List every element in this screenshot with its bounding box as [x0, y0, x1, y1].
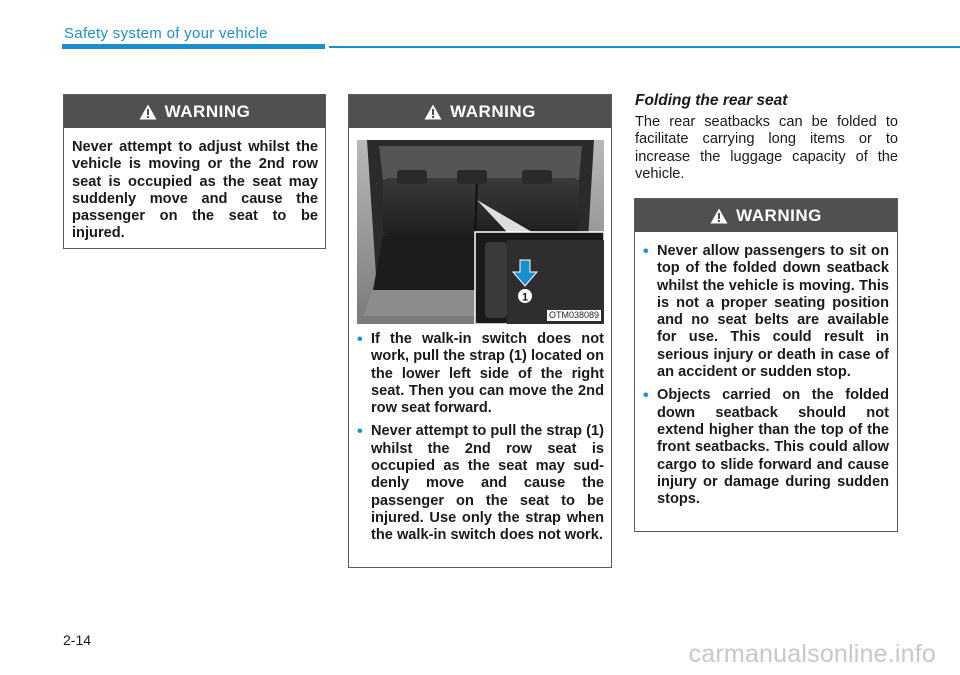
watermark: carmanualsonline.info	[688, 640, 936, 668]
warning-heading: WARNING	[450, 101, 536, 121]
cargo-area-illustration	[357, 140, 604, 324]
warning-bullet: • Never allow passengers to sit on top of the folded down seatback whilst the vehicle is moving. This is not a proper seating position and no seat belts are available for use. This could result in serious injury or death in case of an accident or sudden stop.	[643, 243, 889, 381]
warning-bullet: • Never attempt to pull the strap (1) whilst the 2nd row seat is occupied as the seat may sud-denly move and cause the passenger on the seat to be injured. Use only the strap when the walk-in switch does not work.	[357, 423, 604, 544]
warning-box-seat-adjust	[63, 94, 326, 249]
warning-bullet-list	[635, 232, 897, 508]
warning-header	[635, 199, 897, 232]
warning-bullet: • Objects carried on the folded down seatback should not extend higher than the top of the front seatbacks. This could allow cargo to slide forward and cause injury or damage during sudden stops.	[643, 387, 889, 508]
warning-triangle-icon	[710, 208, 728, 224]
warning-box-folded-seatback	[634, 198, 898, 532]
warning-triangle-icon	[139, 104, 157, 120]
warning-bullet-list	[357, 331, 604, 551]
cargo-area-photo	[357, 140, 604, 324]
header-rule-thin	[329, 46, 960, 48]
warning-bullet: • If the walk-in switch does not work, pull the strap (1) located on the lower left side of the right seat. Then you can move the 2nd row seat forward.	[357, 331, 604, 417]
callout-number: 1	[521, 291, 529, 304]
warning-box-walk-in-strap	[348, 94, 612, 568]
warning-triangle-icon	[424, 104, 442, 120]
folding-rear-seat-text: The rear seatbacks can be folded to facilitate carrying long items or to increase the luggage capacity of the vehicle.	[635, 114, 898, 182]
warning-text: Never attempt to adjust whilst the vehicle is moving or the 2nd row seat is occupied as the seat may suddenly move and cause the passenger on the seat to be injured.	[72, 139, 318, 242]
section-header: Safety system of your vehicle	[64, 25, 268, 42]
page-number: 2-14	[63, 632, 92, 648]
photo-code-label: OTM038089	[548, 310, 599, 320]
warning-heading: WARNING	[736, 205, 822, 225]
warning-heading: WARNING	[164, 101, 251, 121]
warning-header	[64, 95, 325, 128]
warning-header	[349, 95, 611, 128]
header-rule-thick	[62, 44, 325, 49]
folding-rear-seat-title: Folding the rear seat	[635, 92, 788, 109]
